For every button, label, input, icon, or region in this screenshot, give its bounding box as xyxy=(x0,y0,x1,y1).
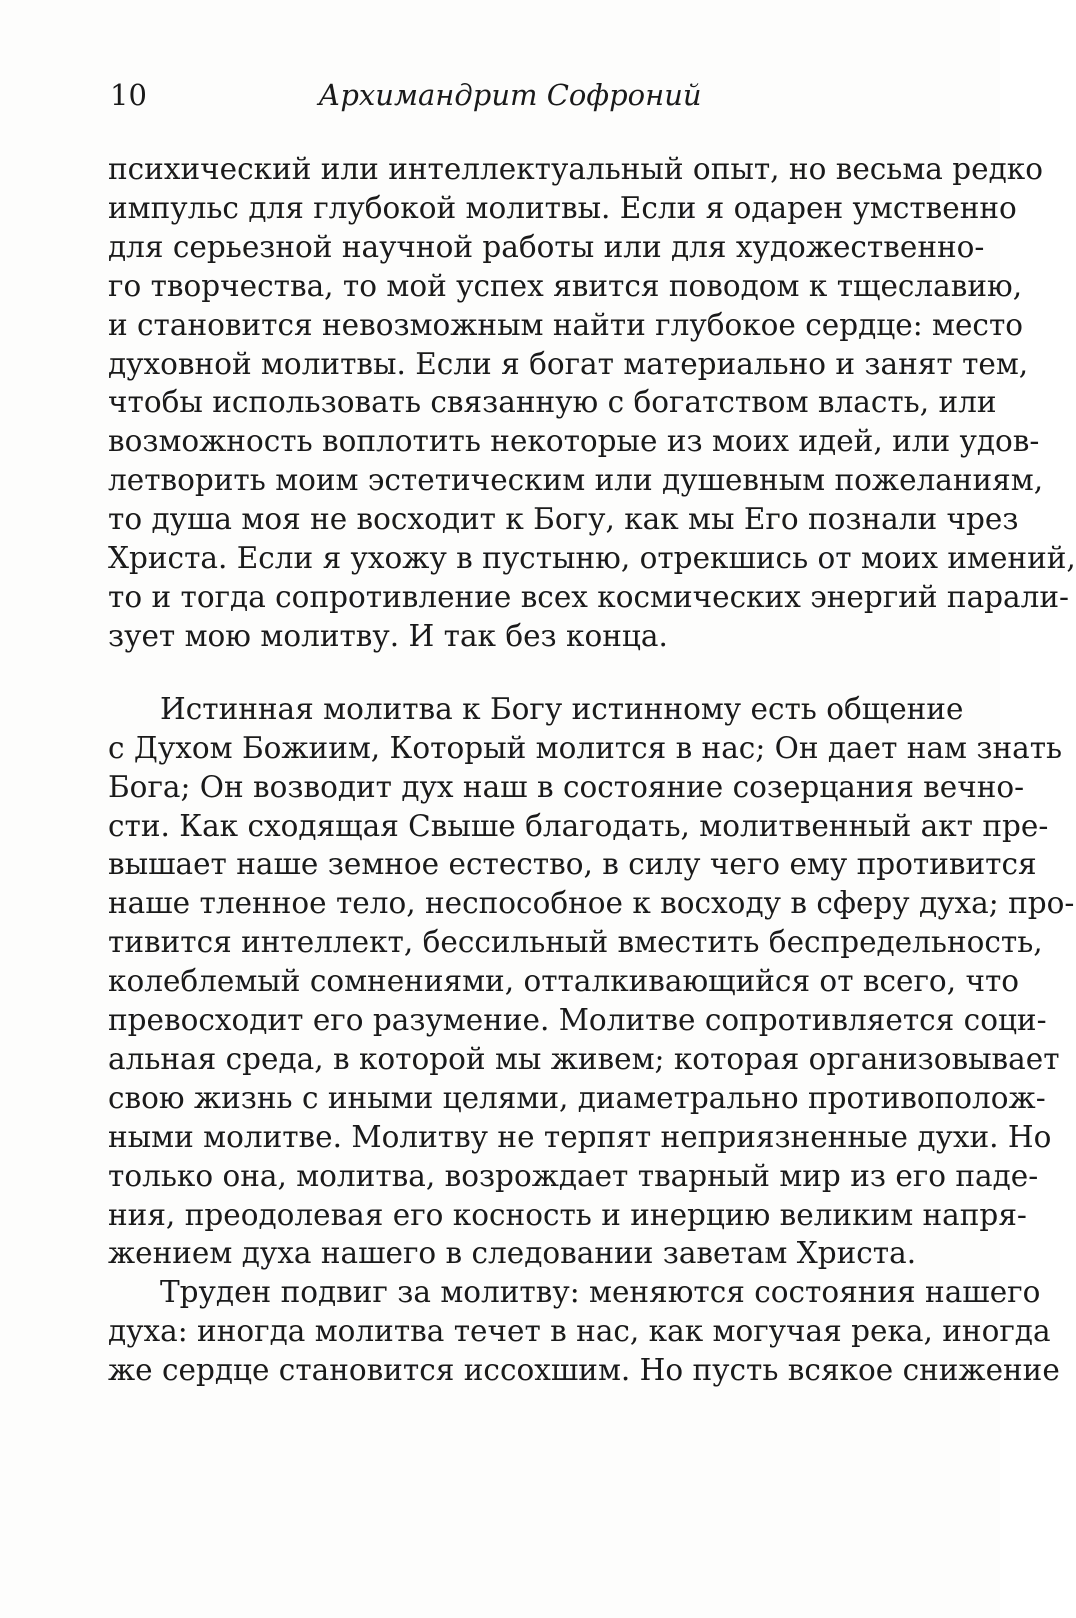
text-line: жением духа нашего в следовании заветам Христа. xyxy=(108,1236,917,1271)
text-line: духовной молитвы. Если я богат материально и занят тем, xyxy=(108,346,1029,381)
paragraph-1 xyxy=(108,150,1076,656)
text-line: тивится интеллект, бессильный вместить беспредельность, xyxy=(108,925,1043,960)
text-line: возможность воплотить некоторые из моих идей, или удов- xyxy=(108,424,1040,459)
text-line: с Духом Божиим, Который молится в нас; Он дает нам знать xyxy=(108,730,1063,765)
text-line: альная среда, в которой мы живем; которая организовывает xyxy=(108,1041,1060,1076)
text-line: для серьезной научной работы или для художественно- xyxy=(108,229,985,264)
text-line: превосходит его разумение. Молитве сопротивляется соци- xyxy=(108,1003,1047,1038)
body-text xyxy=(108,150,1076,1390)
text-line: же сердце становится иссохшим. Но пусть всякое снижение xyxy=(108,1353,1060,1388)
text-line: сти. Как сходящая Свыше благодать, молитвенный акт пре- xyxy=(108,808,1049,843)
text-line: ными молитве. Молитву не терпят неприязненные духи. Но xyxy=(108,1119,1052,1154)
text-line: свою жизнь с иными целями, диаметрально противополож- xyxy=(108,1080,1046,1115)
text-line: наше тленное тело, неспособное к восходу в сферу духа; про- xyxy=(108,886,1075,921)
text-line: ния, преодолевая его косность и инерцию великим напря- xyxy=(108,1197,1027,1232)
running-head xyxy=(110,78,910,118)
text-line: духа: иногда молитва течет в нас, как могучая река, иногда xyxy=(108,1314,1051,1349)
text-line: Труден подвиг за молитву: меняются состояния нашего xyxy=(160,1275,1041,1310)
text-line: зует мою молитву. И так без конца. xyxy=(108,618,668,653)
text-line: летворить моим эстетическим или душевным пожеланиям, xyxy=(108,463,1044,498)
text-line: импульс для глубокой молитвы. Если я одарен умственно xyxy=(108,190,1017,225)
text-line: психический или интеллектуальный опыт, но весьма редко xyxy=(108,152,1043,186)
text-line: чтобы использовать связанную с богатством власть, или xyxy=(108,385,997,420)
paragraph-2 xyxy=(108,690,1075,1274)
text-line: вышает наше земное естество, в силу чего ему противится xyxy=(108,847,1037,882)
page-number: 10 xyxy=(110,78,147,112)
text-line: Христа. Если я ухожу в пустыню, отрекшись от моих имений, xyxy=(108,541,1076,576)
header-title: Архимандрит Софроний xyxy=(318,78,702,112)
text-line: колеблемый сомнениями, отталкивающийся от всего, что xyxy=(108,964,1020,999)
text-line: и становится невозможным найти глубокое сердце: место xyxy=(108,307,1024,342)
text-line: то душа моя не восходит к Богу, как мы Его познали чрез xyxy=(108,502,1019,537)
text-line: Бога; Он возводит дух наш в состояние созерцания вечно- xyxy=(108,769,1025,804)
text-line: го творчества, то мой успех явится поводом к тщеславию, xyxy=(108,268,1023,303)
text-line: Истинная молитва к Богу истинному есть общение xyxy=(160,691,964,726)
text-line: только она, молитва, возрождает тварный мир из его паде- xyxy=(108,1158,1039,1193)
paragraph-3 xyxy=(108,1273,1060,1390)
text-line: то и тогда сопротивление всех космических энергий парали- xyxy=(108,579,1069,614)
